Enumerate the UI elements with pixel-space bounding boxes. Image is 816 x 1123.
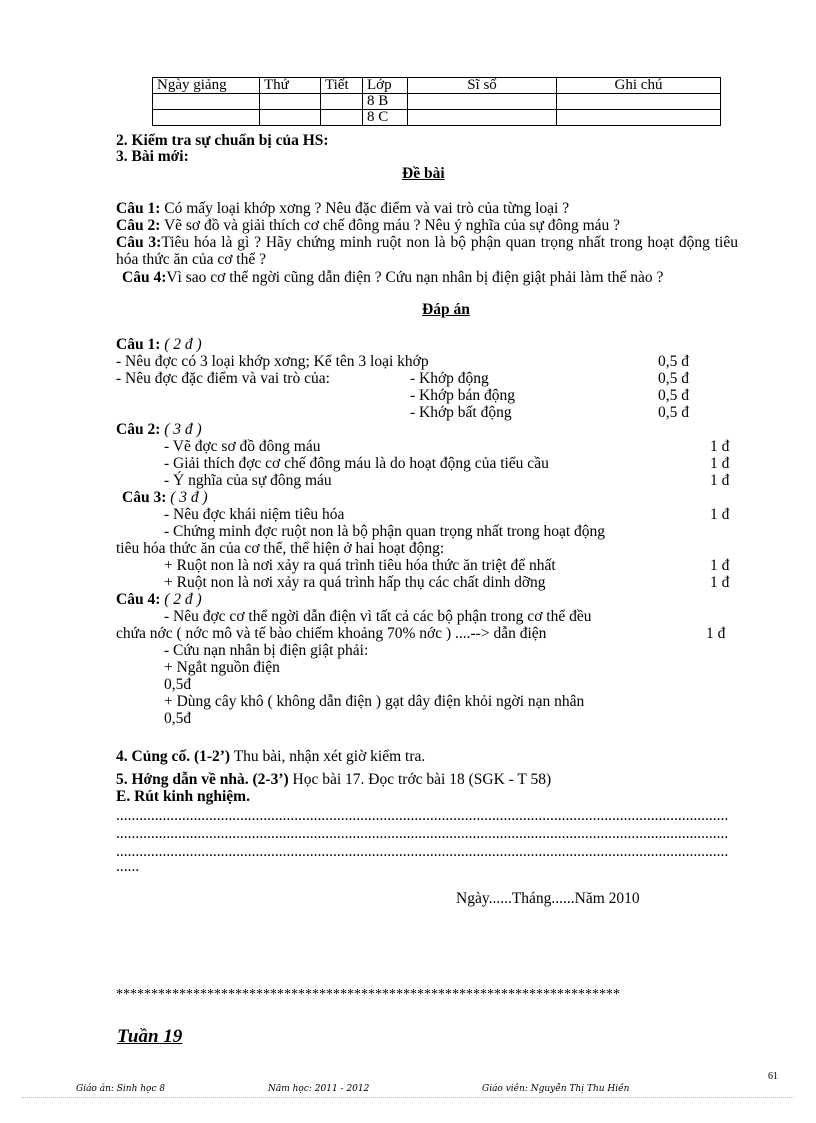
- class-8b: 8 B: [363, 94, 408, 110]
- question-2: Câu 2: Vẽ sơ đồ và giải thích cơ chế đông máu ? Nêu ý nghĩa của sự đông máu ?: [116, 217, 621, 234]
- header-ghi-chu: Ghi chú: [557, 78, 721, 94]
- dots-line-3: ..............................................................................................................................................................: [116, 843, 729, 860]
- footer-left: Giáo án: Sinh học 8: [76, 1084, 166, 1094]
- header-tiet: Tiết: [321, 78, 363, 94]
- answer-2-score-3: 1 đ: [710, 472, 730, 489]
- answer-1-line-3: - Khớp bán động: [410, 387, 516, 404]
- answer-1-line-4: - Khớp bất động: [410, 404, 512, 421]
- header-lop: Lớp: [363, 78, 408, 94]
- answer-3-heading: Câu 3: ( 3 đ ): [122, 489, 208, 506]
- answer-1-line-1: - Nêu đợc có 3 loại khớp xơng; Kể tên 3 loại khớp: [116, 353, 429, 370]
- answer-3-line-3: tiêu hóa thức ăn của cơ thể, thể hiện ở hai hoạt động:: [116, 540, 445, 557]
- week-title: Tuần 19: [117, 1026, 183, 1047]
- answer-3-line-5: + Ruột non là nơi xảy ra quá trình hấp thụ các chất dinh dỡng: [164, 574, 546, 591]
- table-row: [153, 110, 721, 126]
- answer-1-score-3: 0,5 đ: [658, 387, 689, 404]
- cung-co: 4. Củng cố. (1-2’) Thu bài, nhận xét giờ kiểm tra.: [116, 748, 426, 765]
- answer-4-score-2: 1 đ: [706, 625, 726, 642]
- answer-2-heading: Câu 2: ( 3 đ ): [116, 421, 202, 438]
- header-ngay-giang: Ngày giảng: [153, 78, 260, 94]
- heading-de-bai: Đề bài: [402, 165, 445, 182]
- answer-1-line-2b: - Khớp động: [410, 370, 489, 387]
- header-si-so: Sĩ số: [408, 78, 557, 94]
- answer-3-line-4: + Ruột non là nơi xảy ra quá trình tiêu hóa thức ăn triệt để nhất: [164, 557, 556, 574]
- huong-dan: 5. Hớng dẫn về nhà. (2-3’) Học bài 17. Đọc trớc bài 18 (SGK - T 58): [116, 771, 552, 788]
- heading-dap-an: Đáp án: [422, 301, 470, 318]
- answer-4-line-1: - Nêu đợc cơ thể ngời dẫn điện vì tất cả các bộ phận trong cơ thể đều: [164, 608, 592, 625]
- table-header-row: [153, 78, 721, 94]
- answer-2-line-3: - Ý nghĩa của sự đông máu: [164, 472, 332, 489]
- dots-line-2: ..............................................................................................................................................................: [116, 825, 729, 842]
- answer-4-line-5: 0,5đ: [164, 676, 192, 693]
- answer-4-line-2: chứa nớc ( nớc mô và tế bào chiếm khoảng 70% nớc ) ....--> dẫn điện: [116, 625, 547, 642]
- date-line: Ngày......Tháng......Năm 2010: [456, 890, 640, 907]
- footer-middle: Năm học: 2011 - 2012: [268, 1084, 370, 1094]
- rut-kinh-nghiem: E. Rút kinh nghiệm.: [116, 788, 250, 805]
- question-4: Câu 4:Vì sao cơ thể ngời cũng dẫn điện ? Cứu nạn nhân bị điện giật phải làm thế nào ?: [122, 269, 664, 286]
- footer-right: Giáo viên: Nguyễn Thị Thu Hiền: [482, 1084, 630, 1094]
- section-bai-moi: 3. Bài mới:: [116, 148, 189, 165]
- answer-2-line-1: - Vẽ đợc sơ đồ đông máu: [164, 438, 321, 455]
- answer-1-score-1: 0,5 đ: [658, 353, 689, 370]
- answer-3-line-2: - Chứng minh đợc ruột non là bộ phận quan trọng nhất trong hoạt động: [164, 523, 606, 540]
- answer-3-score-4: 1 đ: [710, 557, 730, 574]
- page-number: 61: [768, 1071, 778, 1082]
- answer-4-line-3: - Cứu nạn nhân bị điện giật phải:: [164, 642, 369, 659]
- section-kiem-tra: 2. Kiểm tra sự chuẩn bị của HS:: [116, 132, 329, 149]
- answer-1-line-2: - Nêu đợc đặc điểm và vai trò của:: [116, 370, 330, 387]
- question-1: Câu 1: Có mấy loại khớp xơng ? Nêu đặc điểm và vai trò của từng loại ?: [116, 200, 570, 217]
- answer-2-score-2: 1 đ: [710, 455, 730, 472]
- answer-4-line-6: + Dùng cây khô ( không dẫn điện ) gạt dây điện khỏi ngời nạn nhân: [164, 693, 585, 710]
- schedule-table: [152, 77, 721, 126]
- dots-line-1: ..............................................................................................................................................................: [116, 807, 729, 824]
- footer-rule: [22, 1097, 794, 1098]
- answer-3-score-5: 1 đ: [710, 574, 730, 591]
- answer-3-line-1: - Nêu đợc khái niệm tiêu hóa: [164, 506, 345, 523]
- answer-4-line-7: 0,5đ: [164, 710, 192, 727]
- answer-1-score-2: 0,5 đ: [658, 370, 689, 387]
- question-3: Câu 3:Tiêu hóa là gì ? Hãy chứng minh ruột non là bộ phận quan trọng nhất trong hoạt động tiêu hóa thức ăn của cơ thể ?: [116, 234, 738, 268]
- dots-short: ......: [116, 858, 140, 875]
- answer-2-score-1: 1 đ: [710, 438, 730, 455]
- answer-4-heading: Câu 4: ( 2 đ ): [116, 591, 202, 608]
- separator: ************************************************************************: [116, 987, 620, 1002]
- answer-1-heading: Câu 1: ( 2 đ ): [116, 336, 202, 353]
- table-row: [153, 94, 721, 110]
- answer-3-score-1: 1 đ: [710, 506, 730, 523]
- answer-4-line-4: + Ngắt nguồn điện: [164, 659, 280, 676]
- answer-1-score-4: 0,5 đ: [658, 404, 689, 421]
- answer-2-line-2: - Giải thích đợc cơ chế đông máu là do hoạt động của tiểu cầu: [164, 455, 549, 472]
- header-thu: Thứ: [260, 78, 321, 94]
- class-8c: 8 C: [363, 110, 408, 126]
